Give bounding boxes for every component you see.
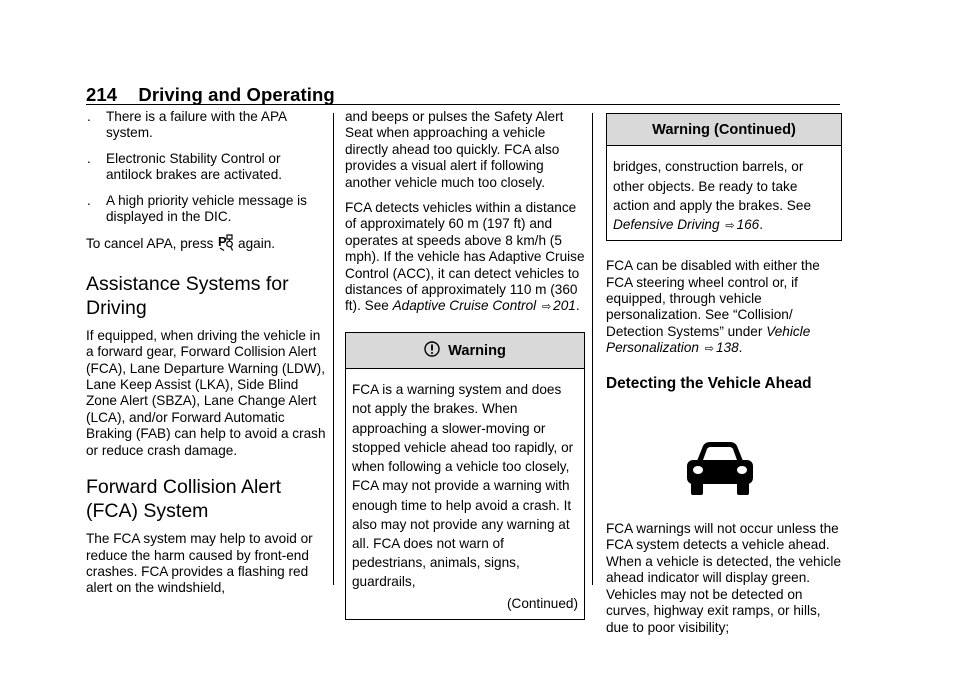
paragraph: The FCA system may help to avoid or reduce the harm caused by front-end crashes. FCA provides a flashing red alert on the windshield, — [86, 531, 313, 596]
section-title: Driving and Operating — [138, 84, 335, 105]
svg-text:P: P — [218, 234, 227, 250]
vehicle-ahead-icon-wrap — [606, 439, 842, 501]
warning-body: FCA is a warning system and does not apply the brakes. When approaching a slower-moving or stopped vehicle ahead too rapidly, or when following a vehicle too closely, FCA may not provide a warning with enough time to help avoid a crash. It also may not provide any warning at all. FCA does not warn of pedestrians, animals, signs, guardrails, (Continued) — [346, 369, 584, 618]
warning-icon — [424, 341, 440, 361]
apa-button-icon — [218, 234, 233, 255]
heading-assistance-systems: Assistance Systems for Driving — [86, 272, 289, 319]
paragraph: and beeps or pulses the Safety Alert Seat when approaching a vehicle directly ahead too quickly. FCA also provides a visual alert if following another vehicle much too closely. — [345, 109, 564, 190]
bullet-item: . Electronic Stability Control or antilock brakes are activated. — [87, 150, 283, 183]
paragraph: FCA warnings will not occur unless the FCA system detects a vehicle ahead. When a vehicle is detected, the vehicle ahead indicator will display green. Vehicles may not be detected on curves, highway exit ramps, or hills, due to poor visibility; — [606, 521, 842, 635]
bullet-marker: . — [87, 150, 91, 166]
cross-reference-link[interactable]: Adaptive Cruise Control — [392, 298, 537, 314]
paragraph: FCA can be disabled with either the FCA steering wheel control or, if equipped, through vehicle personalization. See “Collision/ Detection Systems” under Vehicle Personalization ⇨ 138. — [606, 258, 820, 356]
page-ref-arrow-icon: ⇨ — [704, 343, 714, 356]
page-ref-number[interactable]: 201 — [553, 298, 576, 314]
cancel-apa-text: To cancel APA, press P again. — [86, 234, 326, 255]
warning-header — [346, 333, 584, 369]
bullet-marker: . — [87, 109, 91, 124]
warning-body: bridges, construction barrels, or other objects. Be ready to take action and apply the brakes. See Defensive Driving ⇨ 166. — [613, 159, 811, 233]
column-2 — [345, 109, 585, 620]
page-number: 214 — [86, 84, 118, 105]
warning-header: Warning (Continued) — [607, 114, 841, 146]
vehicle-ahead-icon — [681, 439, 759, 497]
heading-fca-system: Forward Collision Alert (FCA) System — [86, 476, 282, 523]
column-1 — [86, 109, 326, 606]
column-3 — [606, 109, 842, 645]
bullet-item: . There is a failure with the APA system. — [87, 109, 287, 141]
bullet-item: . A high priority vehicle message is displayed in the DIC. — [87, 192, 307, 225]
cross-reference-link[interactable]: Defensive Driving — [613, 217, 720, 233]
page-ref-arrow-icon: ⇨ — [725, 220, 735, 233]
page-ref-number[interactable]: 138 — [715, 340, 739, 356]
column-divider — [333, 113, 334, 585]
page-header — [86, 84, 335, 106]
page-ref-arrow-icon: ⇨ — [541, 301, 552, 314]
cross-reference-link[interactable]: Vehicle Personalization — [606, 323, 811, 356]
header-rule — [86, 104, 840, 105]
paragraph: FCA detects vehicles within a distance of approximately 60 m (197 ft) and operates at speeds above 8 km/h (5 mph). If the vehicle has Adaptive Cruise Control (ACC), it can detect vehicles to distances of approximately 110 m (360 ft). See Adaptive Cruise Control ⇨ 201. — [345, 200, 585, 314]
paragraph: If equipped, when driving the vehicle in a forward gear, Forward Collision Alert (FCA), Lane Departure Warning (LDW), Lane Keep Assist (LKA), Side Blind Zone Alert (SBZA), Lane Change Alert (LCA), and/or Forward Automatic Braking (FAB) can help to avoid a crash or reduce crash damage. — [86, 327, 326, 458]
bullet-marker: . — [87, 192, 91, 208]
heading-detecting-vehicle: Detecting the Vehicle Ahead — [606, 374, 812, 392]
continued-label: (Continued) — [506, 595, 578, 611]
column-divider — [592, 113, 593, 585]
page-ref-number[interactable]: 166 — [736, 217, 760, 233]
warning-continued-box — [606, 113, 842, 241]
warning-box — [345, 332, 585, 620]
warning-title: Warning — [448, 342, 506, 359]
